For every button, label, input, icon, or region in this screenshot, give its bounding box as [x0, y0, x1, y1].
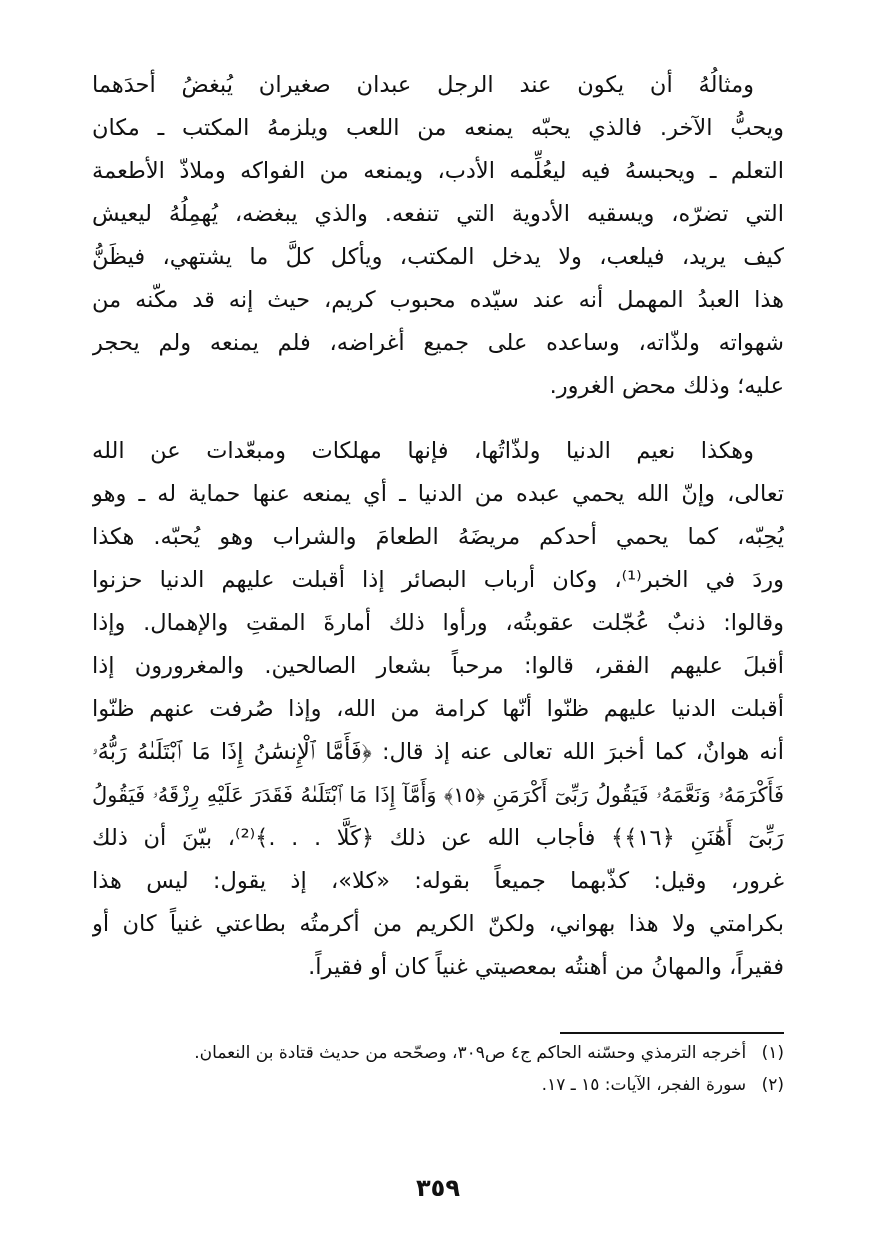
text-line: كيف يريد، فيلعب، ولا يدخل المكتب، ويأكل كلَّ ما يشتهي، فيظَنُّ	[92, 244, 784, 270]
text-line: أنه هوانٌ، كما أخبرَ الله تعالى عنه إذ قال: ﴿فَأَمَّا ٱلْإِنسَٰنُ إِذَا مَا ٱبْتَلَىٰهُ رَبُّهُۥ	[92, 739, 784, 765]
text-line: شهواته ولذّاته، وساعده على جميع أغراضه، فلم يمنعه ولم يحجر	[92, 330, 784, 356]
text-line: وردَ في الخبر⁽¹⁾، وكان أرباب البصائر إذا أقبلت عليهم الدنيا حزنوا	[92, 567, 784, 593]
text-line: تعالى، وإنّ الله يحمي عبده من الدنيا ـ أي يمنعه عنها حماية له ـ وهو	[92, 481, 784, 507]
footnote-divider	[560, 1032, 784, 1034]
text-line: يُحِبّه، كما يحمي أحدكم مريضَهُ الطعامَ والشراب وهو يُحبّه. هكذا	[92, 524, 784, 550]
paragraph-worldly-pleasures	[92, 430, 784, 989]
text-line: بكرامتي ولا هذا بهواني، ولكنّ الكريم من أكرمتُه بطاعتي غنياً كان أو	[92, 911, 784, 937]
footnotes	[92, 1040, 784, 1104]
text-line: ويحبُّ الآخر. فالذي يحبّه يمنعه من اللعب ويلزمهُ المكتب ـ مكان	[92, 115, 784, 141]
text-line: أقبلت الدنيا عليهم ظنّوا أنّها كرامة من الله، وإذا صُرفت عنهم ظنّوا	[92, 696, 784, 722]
text-line: غرور، وقيل: كذّبهما جميعاً بقوله: «كلا»، إذ يقول: ليس هذا	[92, 868, 784, 894]
footnote-1	[92, 1040, 784, 1066]
footnote-2	[92, 1072, 784, 1098]
text-line: التعلم ـ ويحبسهُ فيه ليعُلِّمه الأدب، ويمنعه من الفواكه وملاذّ الأطعمة	[92, 158, 784, 184]
text-line: رَبِّىٓ أَهَٰنَنِ ﴿١٦﴾﴾ فأجاب الله عن ذلك ﴿كَلَّا . . .﴾⁽²⁾، بيّنَ أن ذلك	[92, 825, 784, 851]
text-line: أقبلَ عليهم الفقر، قالوا: مرحباً بشعار الصالحين. والمغرورون إذا	[92, 653, 784, 679]
quran-verse-line: فَأَكْرَمَهُۥ وَنَعَّمَهُۥ فَيَقُولُ رَبِّىٓ أَكْرَمَنِ ﴿١٥﴾ وَأَمَّآ إِذَا مَا ٱبْتَلَىٰهُ فَقَدَرَ عَلَيْهِ رِزْقَهُۥ فَيَقُولُ	[92, 783, 784, 807]
text-line: عليه؛ وذلك محض الغرور.	[549, 373, 784, 399]
page-number: ٣٥٩	[416, 1174, 460, 1202]
text-line: وهكذا نعيم الدنيا ولذّاتُها، فإنها مهلكات ومبعّدات عن الله	[92, 438, 754, 464]
text-line: التي تضرّه، ويسقيه الأدوية التي تنفعه. والذي يبغضه، يُهمِلُهُ ليعيش	[92, 201, 784, 227]
text-line: هذا العبدُ المهمل أنه عند سيّده محبوب كريم، حيث إنه قد مكّنه من	[92, 287, 784, 313]
text-line: ومثالُهُ أن يكون عند الرجل عبدان صغيران يُبغضُ أحدَهما	[92, 72, 754, 98]
paragraph-example	[92, 64, 784, 408]
footnote-number: (١)	[761, 1043, 784, 1063]
text-line: فقيراً، والمهانُ من أهنتُه بمعصيتي غنياً كان أو فقيراً.	[308, 954, 784, 980]
footnote-number: (٢)	[761, 1075, 784, 1095]
footnote-text: سورة الفجر، الآيات: ١٥ ـ ١٧.	[541, 1075, 747, 1095]
text-line: وقالوا: ذنبٌ عُجّلت عقوبتُه، ورأوا ذلك أمارةَ المقتِ والإهمال. وإذا	[92, 610, 784, 636]
footnote-text: أخرجه الترمذي وحسّنه الحاكم ج٤ ص٣٠٩، وصحّحه من حديث قتادة بن النعمان.	[194, 1043, 747, 1063]
